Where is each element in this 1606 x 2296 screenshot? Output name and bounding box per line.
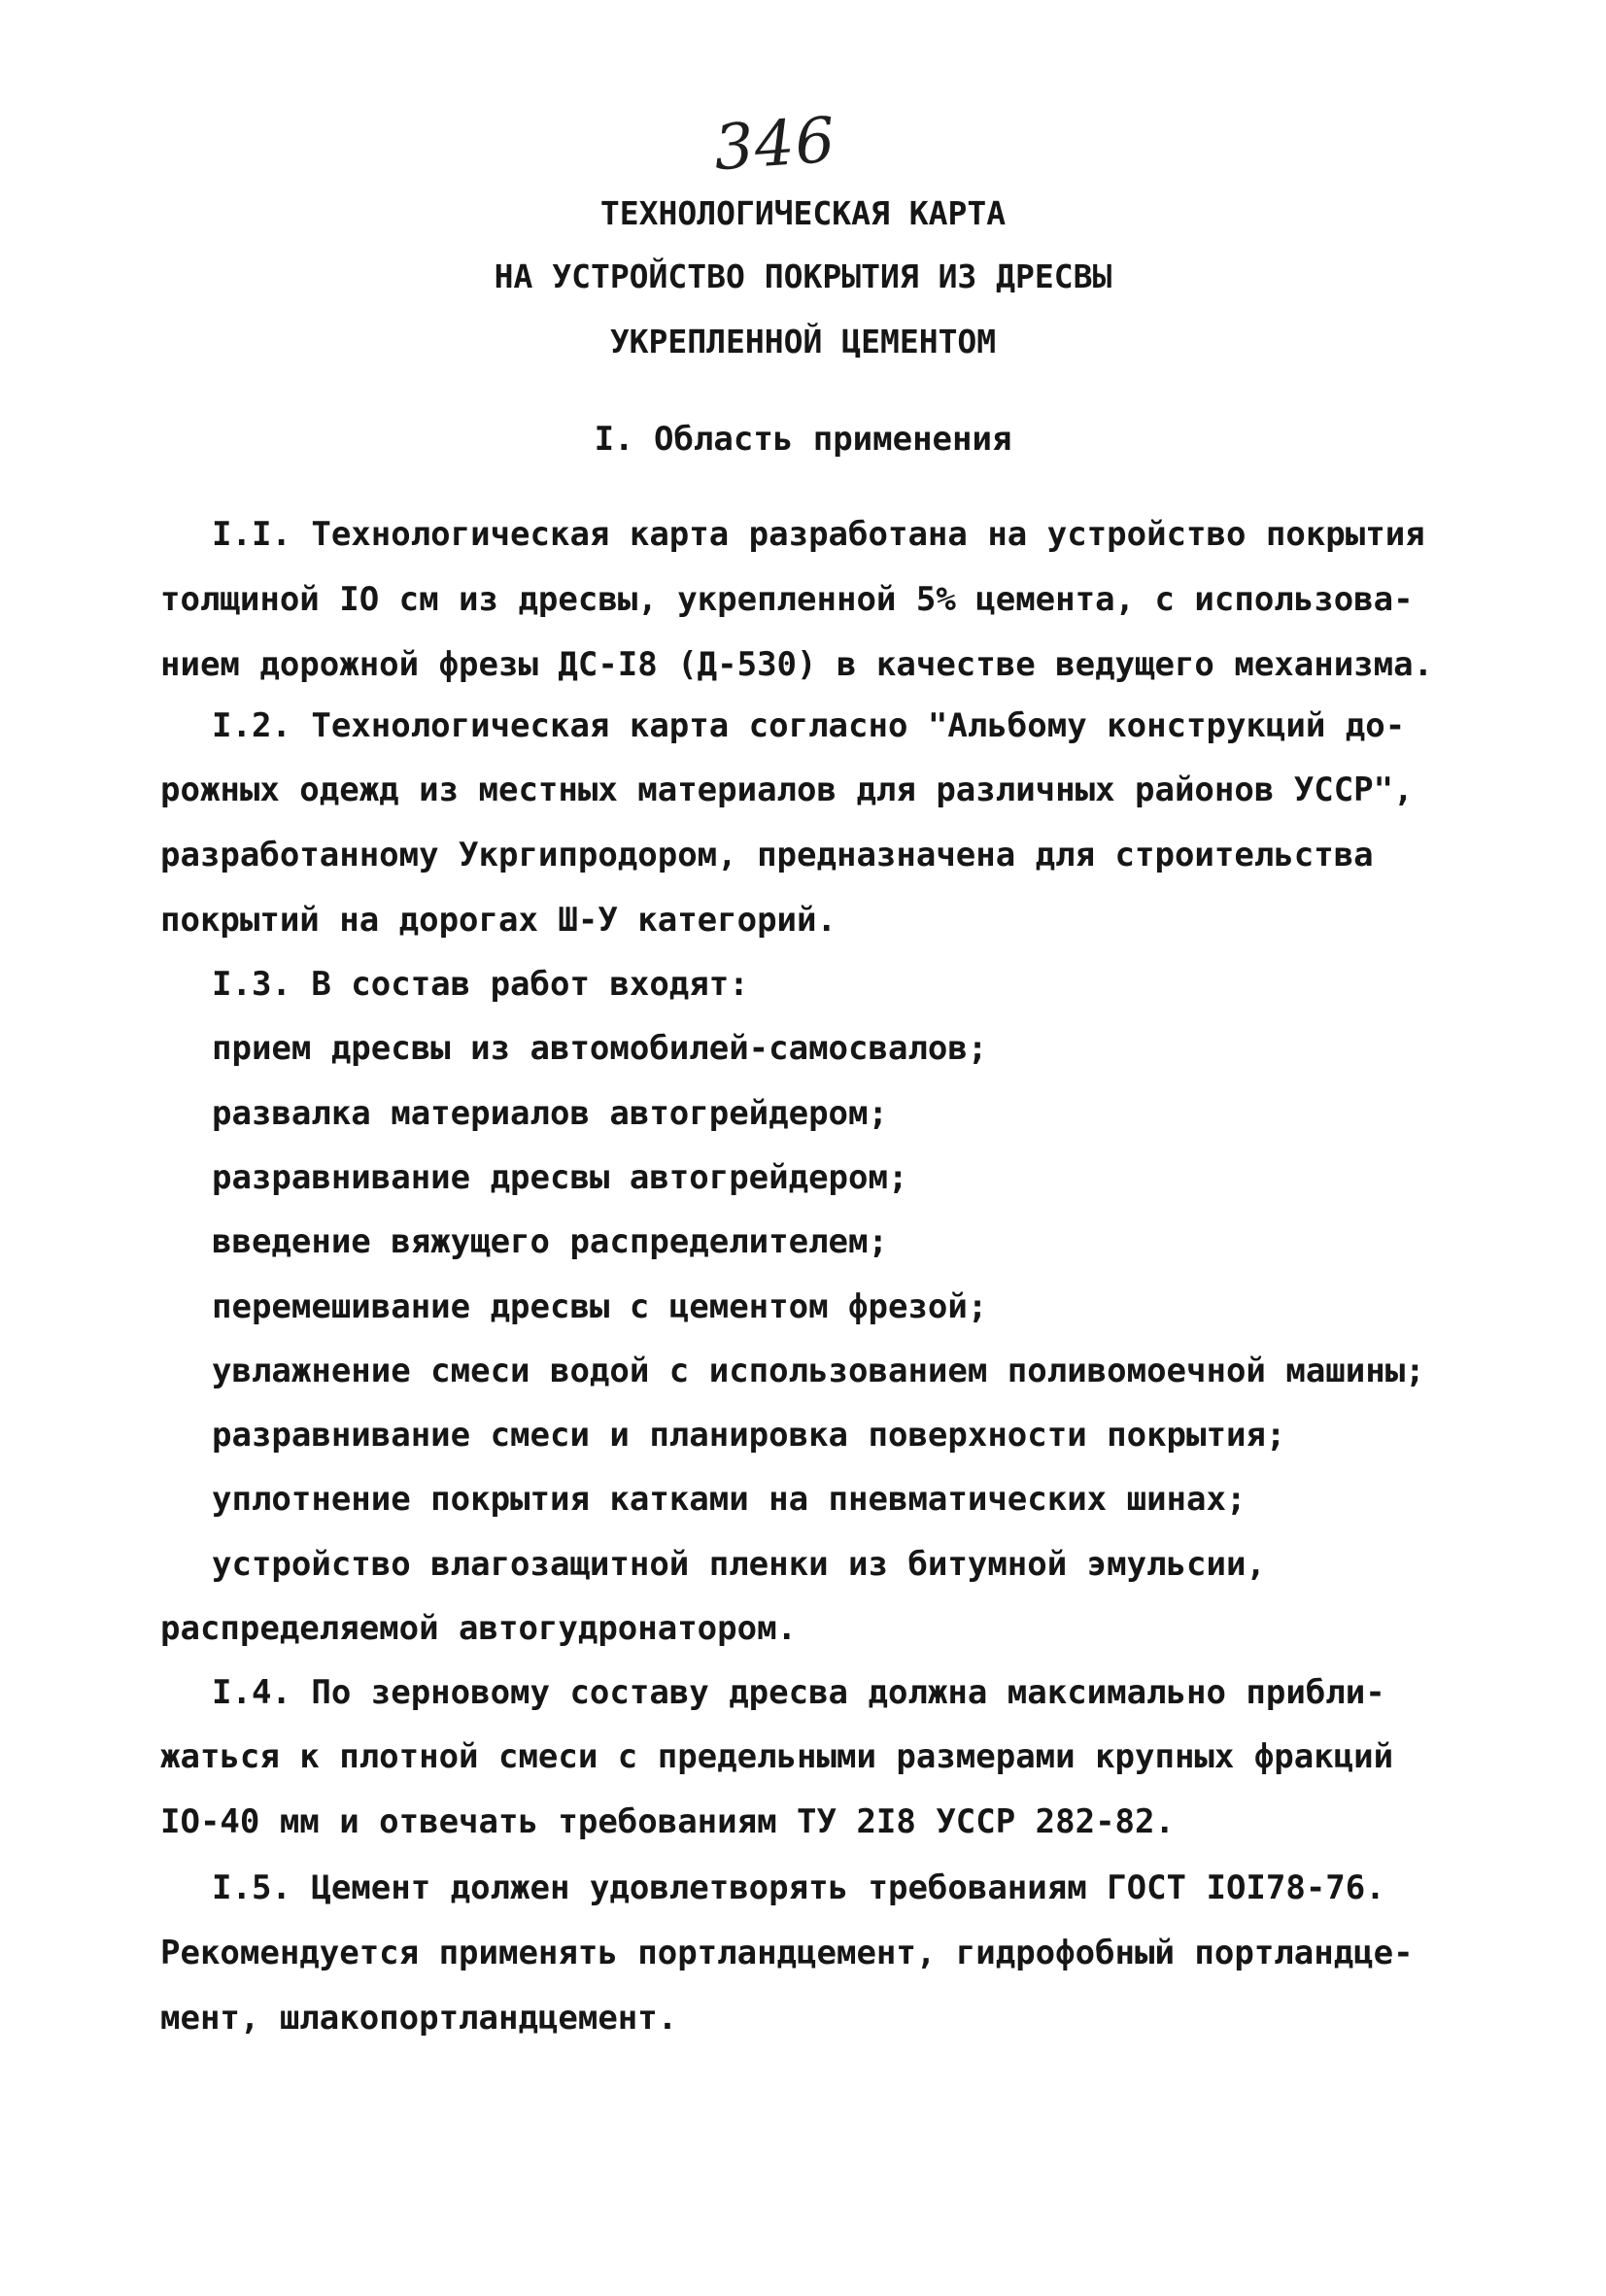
text-line: толщиной IO см из дресвы, укрепленной 5% цемента, с использова-	[160, 580, 1414, 619]
list-item: уплотнение покрытия катками на пневматических шинах;	[212, 1480, 1247, 1519]
text-line: Рекомендуется применять портландцемент, гидрофобный портландце-	[160, 1934, 1414, 1972]
text-line: I.2. Технологическая карта согласно "Альбому конструкций до-	[212, 706, 1406, 745]
list-item: прием дресвы из автомобилей-самосвалов;	[212, 1029, 988, 1068]
text-line: мент, шлакопортландцемент.	[160, 1999, 678, 2038]
text-line: рожных одежд из местных материалов для различных районов УССР",	[160, 771, 1414, 809]
list-item: перемешивание дресвы с цементом фрезой;	[212, 1287, 988, 1326]
text-line: жаться к плотной смеси с предельными размерами крупных фракций	[160, 1737, 1394, 1776]
text-line: разработанному Укргипродором, предназначена для строительства	[160, 836, 1374, 874]
list-item: разравнивание смеси и планировка поверхности покрытия;	[212, 1416, 1286, 1455]
list-item: разравнивание дресвы автогрейдером;	[212, 1158, 908, 1197]
list-item: увлажнение смеси водой с использованием поливомоечной машины;	[212, 1352, 1425, 1390]
text-line: I.3. В состав работ входят:	[212, 965, 749, 1004]
title-line-1: ТЕХНОЛОГИЧЕСКАЯ КАРТА	[599, 194, 1007, 232]
list-item: развалка материалов автогрейдером;	[212, 1094, 888, 1133]
text-line: распределяемой автогудронатором.	[160, 1609, 798, 1648]
text-line: IO-40 мм и отвечать требованиям ТУ 2I8 УССР 282-82.	[160, 1802, 1175, 1841]
handwritten-page-number: 346	[711, 104, 838, 186]
text-line: I.I. Технологическая карта разработана на устройство покрытия	[212, 515, 1425, 554]
title-line-3: УКРЕПЛЕННОЙ ЦЕМЕНТОМ	[609, 323, 997, 360]
section-heading: I. Область применения	[594, 420, 1012, 459]
text-line: покрытий на дорогах Ш-У категорий.	[160, 901, 837, 940]
list-item: введение вяжущего распределителем;	[212, 1222, 888, 1261]
list-item: устройство влагозащитной пленки из битумной эмульсии,	[212, 1545, 1266, 1584]
text-line: I.5. Цемент должен удовлетворять требованиям ГОСТ IOI78-76.	[212, 1868, 1385, 1907]
title-line-2: НА УСТРОЙСТВО ПОКРЫТИЯ ИЗ ДРЕСВЫ	[494, 257, 1112, 295]
text-line: нием дорожной фрезы ДС-I8 (Д-530) в качестве ведущего механизма.	[160, 645, 1434, 684]
text-line: I.4. По зерновому составу дресва должна максимально прибли-	[212, 1673, 1385, 1712]
